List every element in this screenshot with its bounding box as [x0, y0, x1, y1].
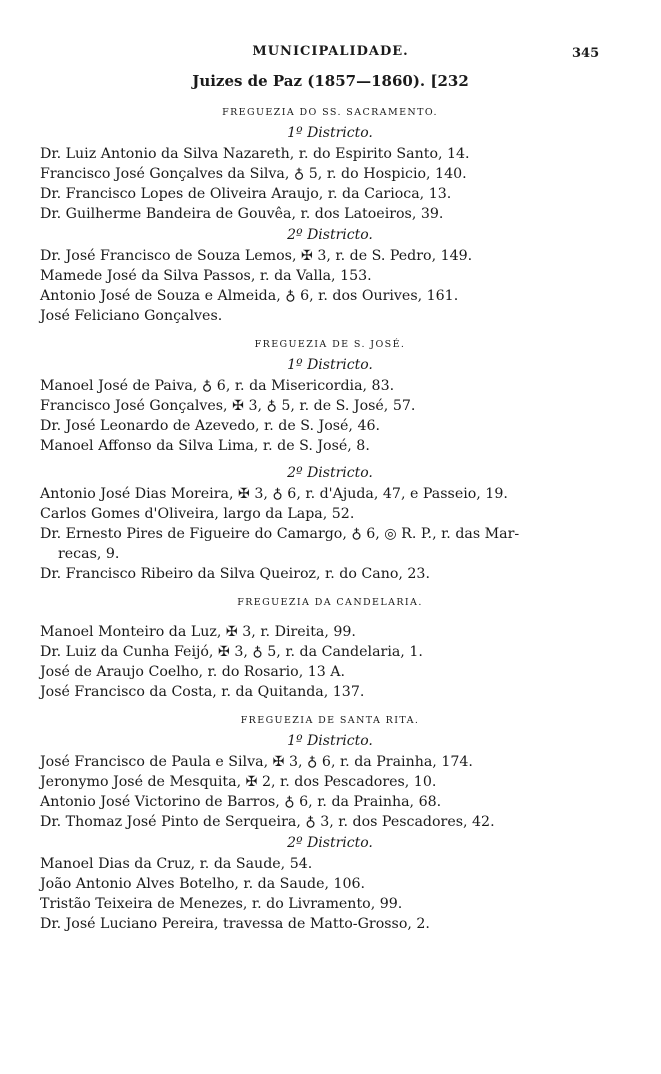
list-item: Antonio José de Souza e Almeida, ♁ 6, r. dos Ourives, 161.	[40, 288, 459, 304]
list-item: Dr. Luiz da Cunha Feijó, ✠ 3, ♁ 5, r. da Candelaria, 1.	[40, 644, 423, 660]
list-item: Antonio José Dias Moreira, ✠ 3, ♁ 6, r. d'Ajuda, 47, e Passeio, 19.	[40, 486, 508, 502]
parish-section	[40, 594, 620, 702]
list-item: Francisco José Gonçalves, ✠ 3, ♁ 5, r. de S. José, 57.	[40, 398, 416, 414]
list-item: Antonio José Victorino de Barros, ♁ 6, r. da Prainha, 68.	[40, 794, 442, 810]
list-item: Carlos Gomes d'Oliveira, largo da Lapa, 52.	[40, 506, 355, 522]
list-item: José de Araujo Coelho, r. do Rosario, 13 A.	[40, 664, 346, 680]
list-item: Dr. Ernesto Pires de Figueire do Camargo, ♁ 6, ◎ R. P., r. das Mar-	[40, 526, 520, 542]
page-number: 345	[572, 46, 600, 61]
list-item: José Feliciano Gonçalves.	[40, 308, 223, 324]
parish-heading: FREGUEZIA DA CANDELARIA.	[237, 597, 423, 608]
list-item: Dr. José Luciano Pereira, travessa de Matto-Grosso, 2.	[40, 916, 430, 932]
list-item: Dr. José Leonardo de Azevedo, r. de S. José, 46.	[40, 418, 381, 434]
district-heading: 1º Districto.	[287, 125, 373, 141]
list-item: Manoel José de Paiva, ♁ 6, r. da Misericordia, 83.	[40, 378, 395, 394]
list-item: João Antonio Alves Botelho, r. da Saude, 106.	[40, 876, 366, 892]
district-heading: 2º Districto.	[287, 465, 373, 481]
parish-section	[40, 104, 620, 326]
list-item: Mamede José da Silva Passos, r. da Valla, 153.	[40, 268, 372, 284]
parish-heading: FREGUEZIA DO SS. SACRAMENTO.	[222, 107, 438, 118]
parish-section	[40, 712, 620, 934]
district-heading: 2º Districto.	[287, 227, 373, 243]
list-item: Dr. José Francisco de Souza Lemos, ✠ 3, r. de S. Pedro, 149.	[40, 248, 473, 264]
list-item: José Francisco da Costa, r. da Quitanda, 137.	[40, 684, 365, 700]
section-title: Juizes de Paz (1857—1860). [232	[192, 72, 469, 90]
list-item: Jeronymo José de Mesquita, ✠ 2, r. dos Pescadores, 10.	[40, 774, 437, 790]
parish-heading: FREGUEZIA DE SANTA RITA.	[240, 715, 420, 726]
list-item: Manoel Affonso da Silva Lima, r. de S. José, 8.	[40, 438, 370, 454]
list-item-continuation: recas, 9.	[58, 546, 120, 562]
parish-heading: FREGUEZIA DE S. JOSÉ.	[254, 339, 406, 350]
district-heading: 1º Districto.	[287, 357, 373, 373]
district-heading: 2º Districto.	[287, 835, 373, 851]
list-item: Dr. Guilherme Bandeira de Gouvêa, r. dos Latoeiros, 39.	[40, 206, 444, 222]
list-item: Dr. Francisco Ribeiro da Silva Queiroz, r. do Cano, 23.	[40, 566, 430, 582]
content-body	[40, 104, 620, 934]
list-item: Francisco José Gonçalves da Silva, ♁ 5, r. do Hospicio, 140.	[40, 166, 467, 182]
list-item: Dr. Luiz Antonio da Silva Nazareth, r. do Espirito Santo, 14.	[40, 146, 470, 162]
running-title: MUNICIPALIDADE.	[252, 44, 409, 59]
list-item: Tristão Teixeira de Menezes, r. do Livramento, 99.	[40, 896, 403, 912]
list-item: José Francisco de Paula e Silva, ✠ 3, ♁ 6, r. da Prainha, 174.	[40, 754, 473, 770]
district-heading: 1º Districto.	[287, 733, 373, 749]
list-item: Dr. Francisco Lopes de Oliveira Araujo, r. da Carioca, 13.	[40, 186, 452, 202]
list-item: Manoel Dias da Cruz, r. da Saude, 54.	[40, 856, 313, 872]
list-item: Manoel Monteiro da Luz, ✠ 3, r. Direita, 99.	[40, 624, 356, 640]
list-item: Dr. Thomaz José Pinto de Serqueira, ♁ 3, r. dos Pescadores, 42.	[40, 814, 495, 830]
parish-section	[40, 336, 620, 584]
